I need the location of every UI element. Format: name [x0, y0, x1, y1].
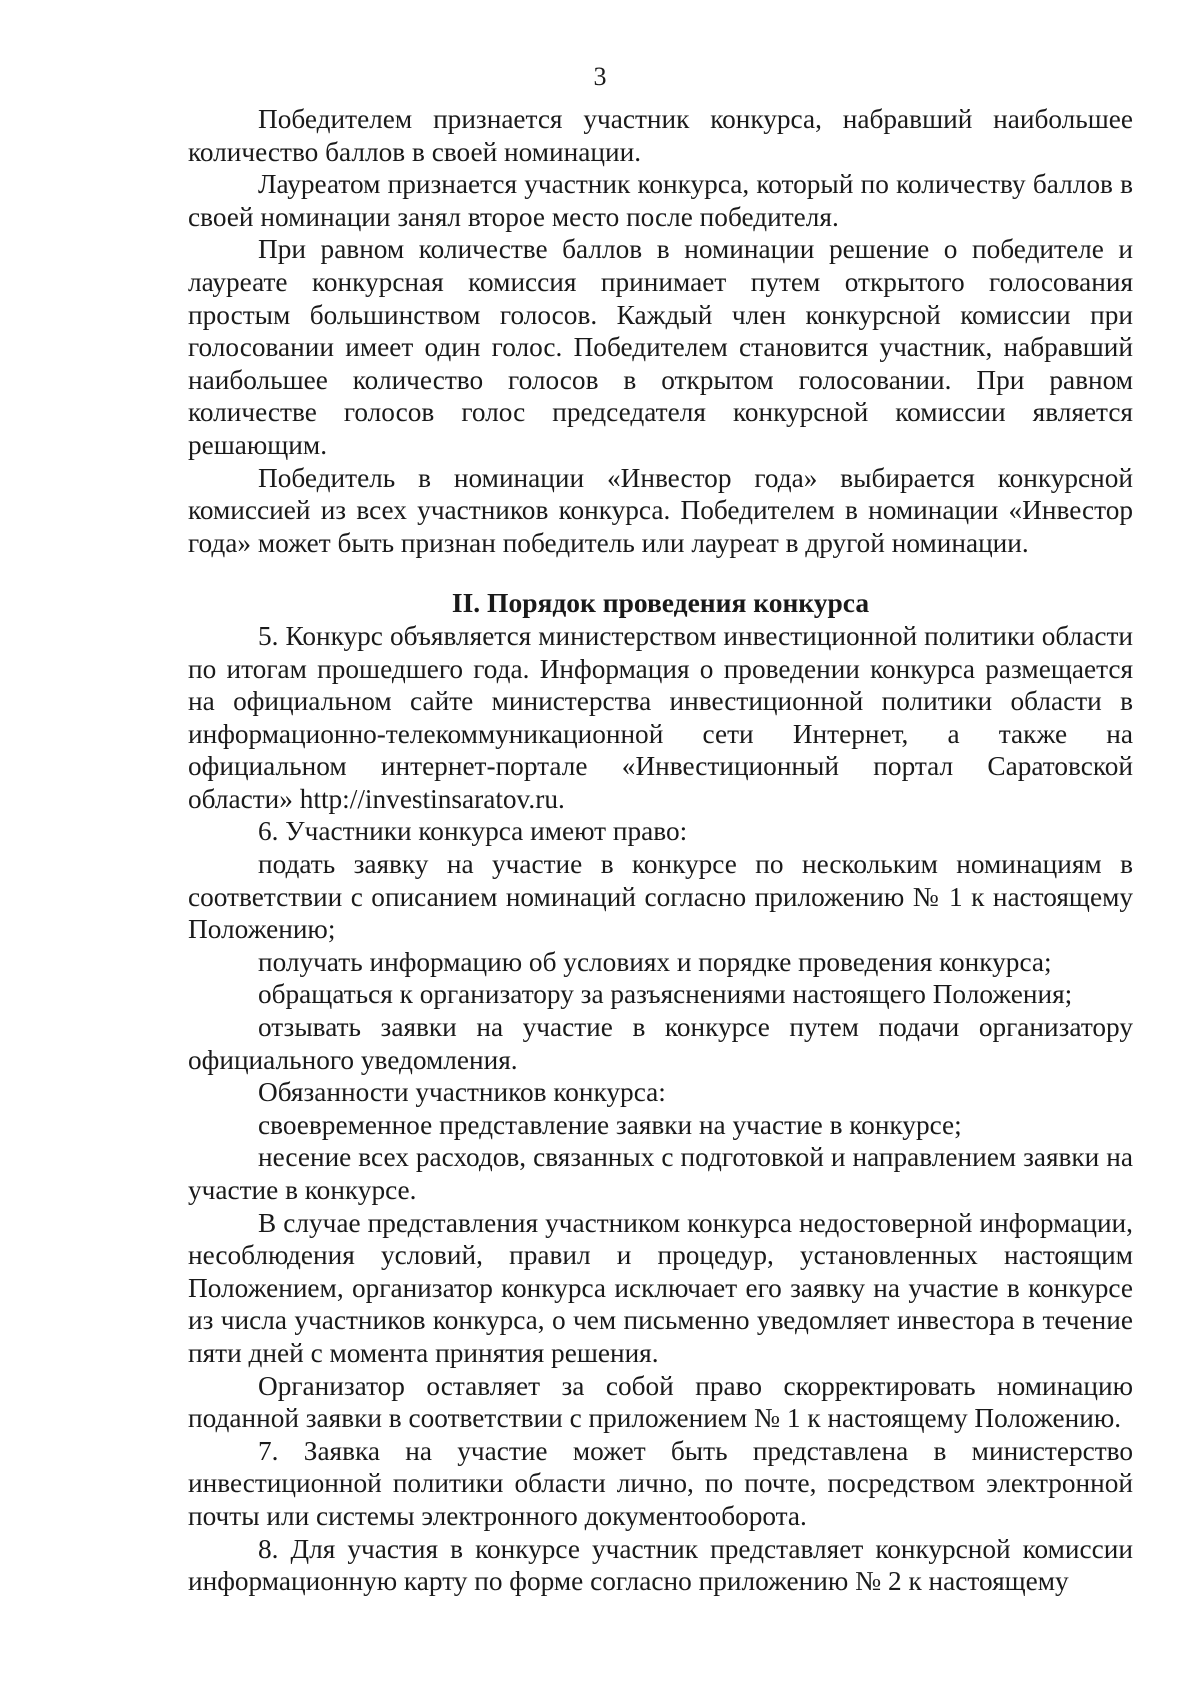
paragraph-reclassify: Организатор оставляет за собой право скорректировать номинацию поданной заявки в соответствии с приложением № 1 к настоящему Положению. [188, 1370, 1133, 1434]
document-body [188, 103, 1133, 1598]
paragraph-tie-vote: При равном количестве баллов в номинации решение о победителе и лауреате конкурсная комиссия принимает путем открытого голосования простым большинством голосов. Каждый член конкурсной комиссии при голосовании имеет один голос. Победителем становится участник, набравший наибольшее количество голосов в открытом голосовании. При равном количестве голосов голос председателя конкурсной комиссии является решающим. [188, 234, 1133, 460]
paragraph-duty-expenses: несение всех расходов, связанных с подготовкой и направлением заявки на участие в конкурсе. [188, 1142, 1133, 1205]
paragraph-right-submit: подать заявку на участие в конкурсе по нескольким номинациям в соответствии с описанием номинаций согласно приложению № 1 к настоящему Положению; [188, 849, 1133, 945]
paragraph-laureate: Лауреатом признается участник конкурса, который по количеству баллов в своей номинации занял второе место после победителя. [188, 169, 1133, 232]
paragraph-item-5: 5. Конкурс объявляется министерством инвестиционной политики области по итогам прошедшего года. Информация о проведении конкурса размещается на официальном сайте министерства инвестиционной политики области в информационно-телекоммуникационной сети Интернет, а также на официальном интернет-портале «Инвестиционный портал Саратовской области» http://investinsaratov.ru. [188, 620, 1133, 814]
paragraph-duty-timely: своевременное представление заявки на участие в конкурсе; [258, 1109, 962, 1140]
paragraph-right-withdraw: отзывать заявки на участие в конкурсе путем подачи организатору официального уведомления. [188, 1012, 1133, 1075]
paragraph-investor-of-year: Победитель в номинации «Инвестор года» выбирается конкурсной комиссией из всех участников конкурса. Победителем в номинации «Инвестор года» может быть признан победитель или лауреат в другой номинации. [188, 462, 1133, 558]
paragraph-right-clarify: обращаться к организатору за разъяснениями настоящего Положения; [258, 979, 1073, 1010]
paragraph-duties: Обязанности участников конкурса: [258, 1077, 666, 1108]
paragraph-right-info: получать информацию об условиях и порядке проведения конкурса; [258, 946, 1052, 977]
paragraph-item-6: 6. Участники конкурса имеют право: [258, 816, 688, 847]
section-heading: II. Порядок проведения конкурса [451, 587, 870, 619]
paragraph-exclusion: В случае представления участником конкурса недостоверной информации, несоблюдения условий, правил и процедур, установленных настоящим Положением, организатор конкурса исключает его заявку на участие в конкурсе из числа участников конкурса, о чем письменно уведомляет инвестора в течение пяти дней с момента принятия решения. [188, 1207, 1133, 1368]
page-number: 3 [593, 62, 607, 91]
paragraph-item-7: 7. Заявка на участие может быть представлена в министерство инвестиционной политики области лично, по почте, посредством электронной почты или системы электронного документооборота. [188, 1435, 1133, 1531]
paragraph-item-8: 8. Для участия в конкурсе участник представляет конкурсной комиссии информационную карту по форме согласно приложению № 2 к настоящему [188, 1533, 1133, 1597]
paragraph-winner: Победителем признается участник конкурса, набравший наибольшее количество баллов в своей номинации. [188, 104, 1133, 167]
